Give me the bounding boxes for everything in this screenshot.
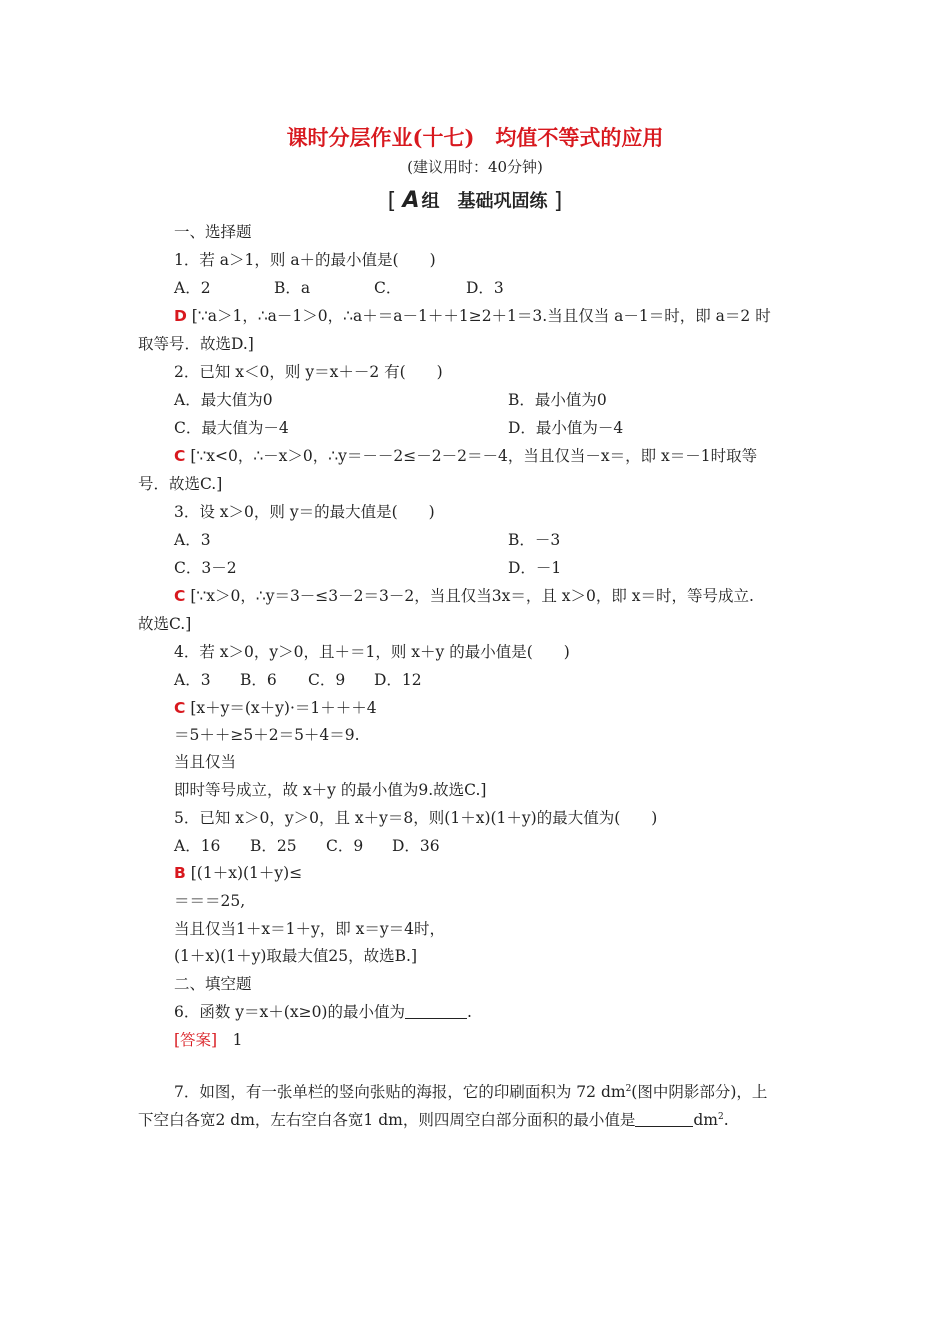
- q2-option-d: D．最小值为－4: [508, 419, 624, 437]
- q1-answer-letter: D: [174, 307, 187, 325]
- q1-solution-line2: 取等号．故选D.]: [138, 335, 254, 353]
- q2-option-b: B．最小值为0: [508, 391, 607, 409]
- suggested-time: (建议用时：40分钟): [407, 158, 543, 176]
- q1-stem: 1．若 a＞1，则 a＋的最小值是( ): [174, 251, 436, 269]
- q6-blank: [405, 1003, 467, 1019]
- q3-option-b: B．－3: [508, 531, 561, 549]
- q6-answer: [174, 1030, 242, 1050]
- q1-option-d: D．3: [466, 279, 504, 297]
- q5-answer-letter: B: [174, 864, 186, 882]
- q5-option-c: C．9: [326, 837, 364, 855]
- page-title: 课时分层作业(十七) 均值不等式的应用: [286, 125, 664, 150]
- bracket-left: [: [387, 189, 397, 214]
- group-header: [0, 187, 950, 213]
- q4-solution-line1: C [x＋y＝(x＋y)·＝1＋＋＋4: [174, 699, 377, 717]
- section-heading-choice: 一、选择题: [174, 223, 252, 241]
- q7-stem-line1: 7．如图，有一张单栏的竖向张贴的海报，它的印刷面积为 72 $dm^2$(图中阴影部分)，上: [174, 1083, 768, 1101]
- q4-stem: 4．若 x＞0，y＞0，且＋＝1，则 x＋y 的最小值是( ): [174, 643, 570, 661]
- group-label: 组 基础巩固练: [421, 191, 548, 212]
- q5-solution-line1: B [(1＋x)(1＋y)≤: [174, 864, 303, 882]
- q3-answer-letter: C: [174, 587, 186, 605]
- q2-solution-line2: 号．故选C.]: [138, 475, 223, 493]
- q5-solution-line4: (1＋x)(1＋y)取最大值25，故选B.]: [174, 947, 417, 965]
- q1-option-b: B．a: [274, 279, 311, 297]
- answer-tag: [答案]: [174, 1031, 218, 1049]
- q4-option-b: B．6: [240, 671, 277, 689]
- q3-solution-line2: 故选C.]: [138, 615, 192, 633]
- q2-stem: 2．已知 x＜0，则 y＝x＋－2 有( ): [174, 363, 443, 381]
- q1-solution-line1: D [∵a＞1，∴a－1＞0，∴a＋＝a－1＋＋1≥2＋1＝3.当且仅当 a－1＝时，即 a＝2 时: [174, 307, 771, 325]
- q3-solution-line1: C [∵x＞0，∴y＝3－≤3－2＝3－2，当且仅当3x＝，且 x＞0，即 x＝时，等号成立.: [174, 587, 754, 605]
- q2-option-c: C．最大值为－4: [174, 419, 289, 437]
- q5-stem: 5．已知 x＞0，y＞0，且 x＋y＝8，则(1＋x)(1＋y)的最大值为( ): [174, 809, 658, 827]
- q4-option-d: D．12: [374, 671, 422, 689]
- q3-option-c: C．3－2: [174, 559, 237, 577]
- section-heading-fill: 二、填空题: [174, 975, 252, 993]
- q4-solution-line2: ＝5＋＋≥5＋2＝5＋4＝9.: [174, 726, 360, 744]
- group-letter: A: [402, 188, 420, 213]
- q3-option-a: A．3: [174, 531, 211, 549]
- q6-answer-value: 1: [217, 1031, 243, 1049]
- q6-stem: 6．函数 y＝x＋(x≥0)的最小值为 .: [174, 1003, 472, 1021]
- q1-option-c: C．: [374, 279, 402, 297]
- q5-option-d: D．36: [392, 837, 440, 855]
- q2-option-a: A．最大值为0: [174, 391, 273, 409]
- q4-solution-line3: 当且仅当: [174, 753, 237, 771]
- q4-solution-line4: 即时等号成立，故 x＋y 的最小值为9.故选C.]: [174, 781, 487, 799]
- q5-option-a: A．16: [174, 837, 221, 855]
- q2-solution-line1: C [∵x<0，∴－x＞0，∴y＝－－2≤－2－2＝－4，当且仅当－x＝，即 x＝－1时取等: [174, 447, 758, 465]
- q7-blank: [635, 1111, 693, 1127]
- q7-stem-line2: 下空白各宽2 dm，左右空白各宽1 dm，则四周空白部分面积的最小值是 $dm^2$.: [138, 1111, 729, 1129]
- q4-option-c: C．9: [308, 671, 346, 689]
- q4-answer-letter: C: [174, 699, 186, 717]
- q1-option-a: A．2: [174, 279, 211, 297]
- q3-stem: 3．设 x＞0，则 y＝的最大值是( ): [174, 503, 435, 521]
- q5-solution-line3: 当且仅当1＋x＝1＋y，即 x＝y＝4时，: [174, 920, 446, 938]
- q5-option-b: B．25: [250, 837, 297, 855]
- bracket-right: ]: [553, 189, 563, 214]
- q3-option-d: D．－1: [508, 559, 562, 577]
- q5-solution-line2: ＝＝＝25,: [174, 892, 246, 910]
- q2-answer-letter: C: [174, 447, 186, 465]
- q4-option-a: A．3: [174, 671, 211, 689]
